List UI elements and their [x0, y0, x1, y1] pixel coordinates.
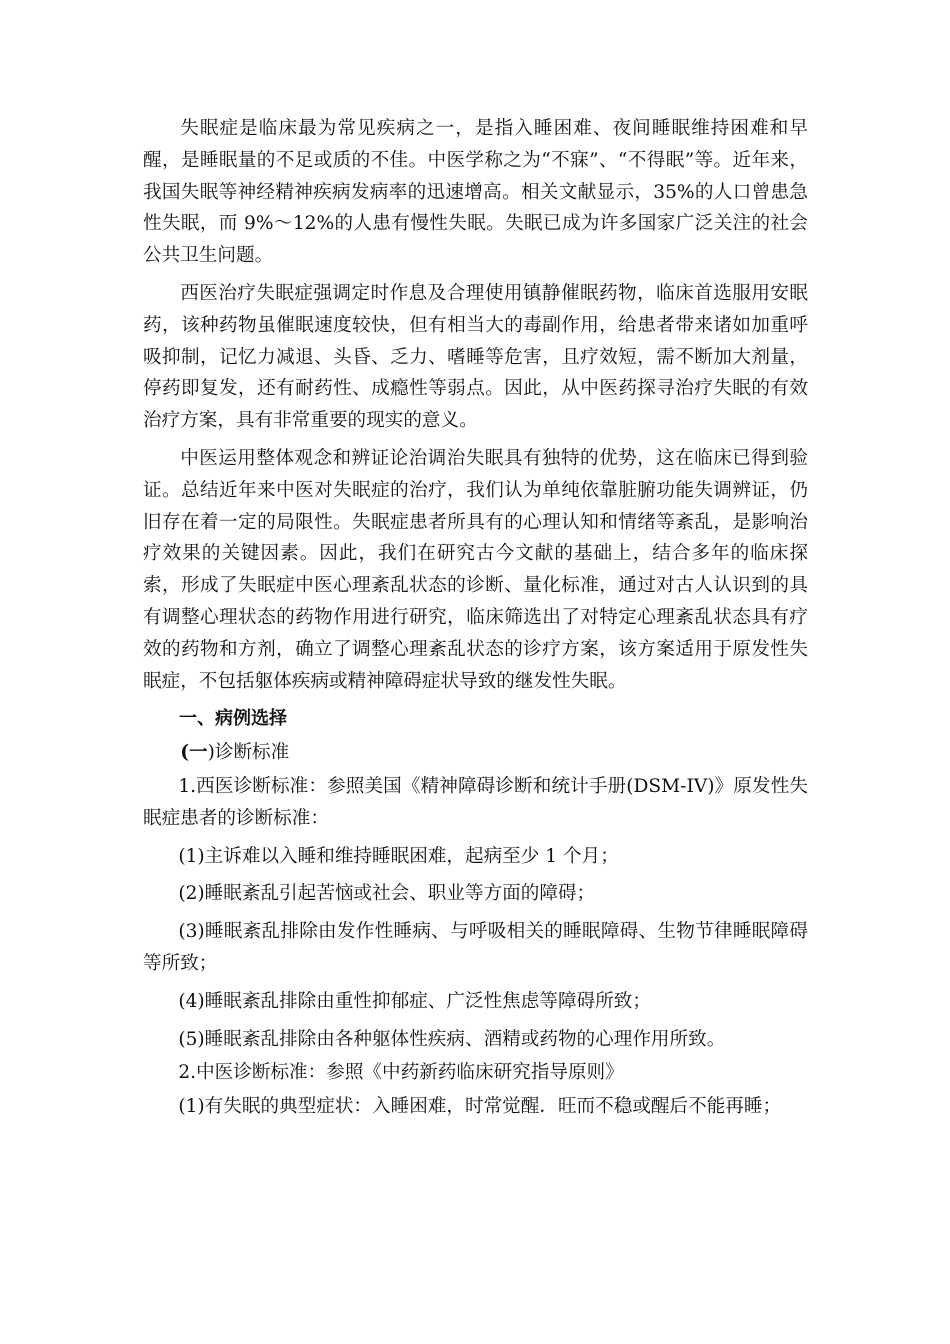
subsection-heading-diagnosis: [143, 737, 808, 769]
paragraph-tcm-advantage: 中医运用整体观念和辨证论治调治失眠具有独特的优势，这在临床已得到验证。总结近年来中医对失眠症的治疗，我们认为单纯依靠脏腑功能失调辨证，仍旧存在着一定的局限性。失眠症患者所具有的心理认知和情绪等紊乱，是影响治疗效果的关键因素。因此，我们在研究古今文献的基础上，结合多年的临床探索，形成了失眠症中医心理紊乱状态的诊断、量化标准，通过对古人认识到的具有调整心理状态的药物作用进行研究，临床筛选出了对特定心理紊乱状态具有疗效的药物和方剂，确立了调整心理紊乱状态的诊疗方案，该方案适用于原发性失眠症，不包括躯体疾病或精神障碍症状导致的继发性失眠。: [143, 447, 808, 692]
subsection-open-paren: (一: [180, 742, 208, 764]
paragraph-intro: 失眠症是临床最为常见疾病之一，是指入睡困难、夜间睡眠维持困难和早醒，是睡眠量的不足或质的不佳。中医学称之为“不寐”、“不得眠”等。近年来，我国失眠等神经精神疾病发病率的迅速增高。相关文献显示，35%的人口曾患急性失眠，而 9%～12%的人患有慢性失眠。失眠已成为许多国家广泛关注的社会公共卫生问题。: [143, 118, 808, 267]
western-criteria-item: (3)睡眠紊乱排除由发作性睡病、与呼吸相关的睡眠障碍、生物节律睡眠障碍等所致；: [143, 921, 808, 974]
section-heading-case-selection: 一、病例选择: [179, 708, 287, 730]
document-body: [143, 113, 808, 1123]
western-criteria-item: (1)主诉难以入睡和维持睡眠困难，起病至少 1 个月；: [178, 845, 619, 867]
paragraph-western-treatment: 西医治疗失眠症强调定时作息及合理使用镇静催眠药物，临床首选服用安眠药，该种药物虽催眠速度较快，但有相当大的毒副作用，给患者带来诸如加重呼吸抑制，记忆力减退、头昏、乏力、嗜睡等危害，且疗效短，需不断加大剂量，停药即复发，还有耐药性、成瘾性等弱点。因此，从中医药探寻治疗失眠的有效治疗方案，具有非常重要的现实的意义。: [143, 282, 808, 432]
western-criteria-item: (2)睡眠紊乱引起苦恼或社会、职业等方面的障碍；: [178, 883, 596, 905]
western-criteria-item: (5)睡眠紊乱排除由各种躯体性疾病、酒精或药物的心理作用所致。: [178, 1028, 726, 1050]
western-criteria-title: 1.西医诊断标准：参照美国《精神障碍诊断和统计手册(DSM-IV)》原发性失眠症患者的诊断标准：: [143, 775, 808, 829]
western-criteria-item: (4)睡眠紊乱排除由重性抑郁症、广泛性焦虑等障碍所致；: [178, 990, 651, 1012]
subsection-title: )诊断标准: [207, 742, 290, 764]
tcm-criteria-item: (1)有失眠的典型症状：入睡困难，时常觉醒．旺而不稳或醒后不能再睡；: [178, 1096, 782, 1118]
tcm-criteria-title: 2.中医诊断标准：参照《中药新药临床研究指导原则》: [178, 1062, 624, 1084]
